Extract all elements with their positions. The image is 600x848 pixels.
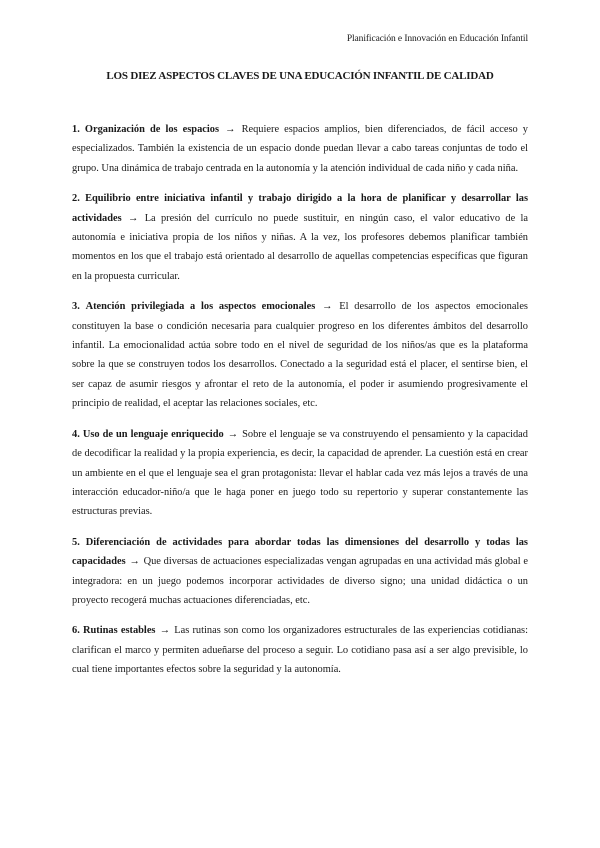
document-body xyxy=(72,120,528,691)
list-item xyxy=(72,297,528,413)
document-title: LOS DIEZ ASPECTOS CLAVES DE UNA EDUCACIÓN INFANTIL DE CALIDAD xyxy=(106,70,494,82)
item-number: 2. xyxy=(72,193,80,205)
running-header: Planificación e Innovación en Educación Infantil xyxy=(346,34,528,44)
item-heading: Equilibrio entre iniciativa infantil y trabajo dirigido a la hora de planificar y desarrollar las actividades xyxy=(72,193,528,224)
item-number: 4. xyxy=(72,428,80,440)
item-number: 3. xyxy=(72,301,80,313)
item-heading: Diferenciación de actividades para abordar todas las dimensiones del desarrollo y todas las capacidades xyxy=(72,536,528,568)
arrow-icon: → xyxy=(127,212,139,224)
arrow-icon: → xyxy=(227,428,239,440)
list-item xyxy=(72,189,528,286)
list-item xyxy=(72,533,528,611)
item-text: Que diversas de actuaciones especializadas vengan agrupadas en una actividad más global e integradora: en un juego podemos incorporar actividades de diverso signo; una unidad didáctica o un proyecto recogerá muchas actuaciones diferenciadas, etc. xyxy=(72,556,528,606)
item-text: Sobre el lenguaje se va construyendo el pensamiento y la capacidad de decodificar la realidad y la propia experiencia, es decir, la capacidad de aprender. La cuestión está en crear un ambiente en el que el lenguaje sea el gran protagonista: llevar el hablar cada vez más lejos a través de una interacción educador-niño/a que le haga poner en juego todo su repertorio y superar constantemente las estructuras previas. xyxy=(72,428,528,518)
list-item xyxy=(72,120,528,178)
item-number: 1. xyxy=(72,124,80,135)
item-number: 6. xyxy=(72,625,80,637)
arrow-icon: → xyxy=(129,556,140,568)
item-text: La presión del currículo no puede sustituir, en ningún caso, el valor educativo de la autonomía e iniciativa propia de los niños y niñas. A la vez, los profesores debemos planificar también momentos en los que el trabajo está orientado al desarrollo de aquellas competencias específicas que figuran en la propuesta curricular. xyxy=(72,212,528,282)
arrow-icon: → xyxy=(159,625,171,637)
item-text: Las rutinas son como los organizadores estructurales de las experiencias cotidianas: clarifican el marco y permiten adueñarse del proceso a seguir. Lo cotidiano pasa así a ser algo previsible, lo cual tiene importantes efectos sobre la seguridad y la autonomía. xyxy=(72,625,528,676)
item-text: El desarrollo de los aspectos emocionales constituyen la base o condición necesaria para cualquier progreso en los diferentes ámbitos del desarrollo infantil. La emocionalidad actúa sobre todo en el nivel de seguridad de los niños/as que es la plataforma sobre la que se construyen todos los desarrollos. Conectado a la seguridad está el placer, el sentirse bien, el ser capaz de asumir riesgos y afrontar el reto de la autonomía, el poder ir asumiendo progresivamente el principio de realidad, el aceptar las relaciones sociales, etc. xyxy=(72,301,528,410)
list-item xyxy=(72,621,528,679)
arrow-icon: → xyxy=(322,301,333,313)
item-number: 5. xyxy=(72,536,80,548)
item-text: Requiere espacios amplios, bien diferenciados, de fácil acceso y especializados. También la existencia de un espacio donde puedan llevar a cabo tareas conjuntas de todo el grupo. Una dinámica de trabajo centrada en la autonomía y la atención individual de cada niño y cada niña. xyxy=(72,124,528,174)
item-heading: Rutinas estables xyxy=(83,625,156,637)
item-heading: Uso de un lenguaje enriquecido xyxy=(82,428,224,440)
item-heading: Atención privilegiada a los aspectos emocionales xyxy=(85,301,316,313)
list-item xyxy=(72,425,528,522)
item-heading: Organización de los espacios xyxy=(84,124,220,135)
arrow-icon: → xyxy=(225,124,236,135)
